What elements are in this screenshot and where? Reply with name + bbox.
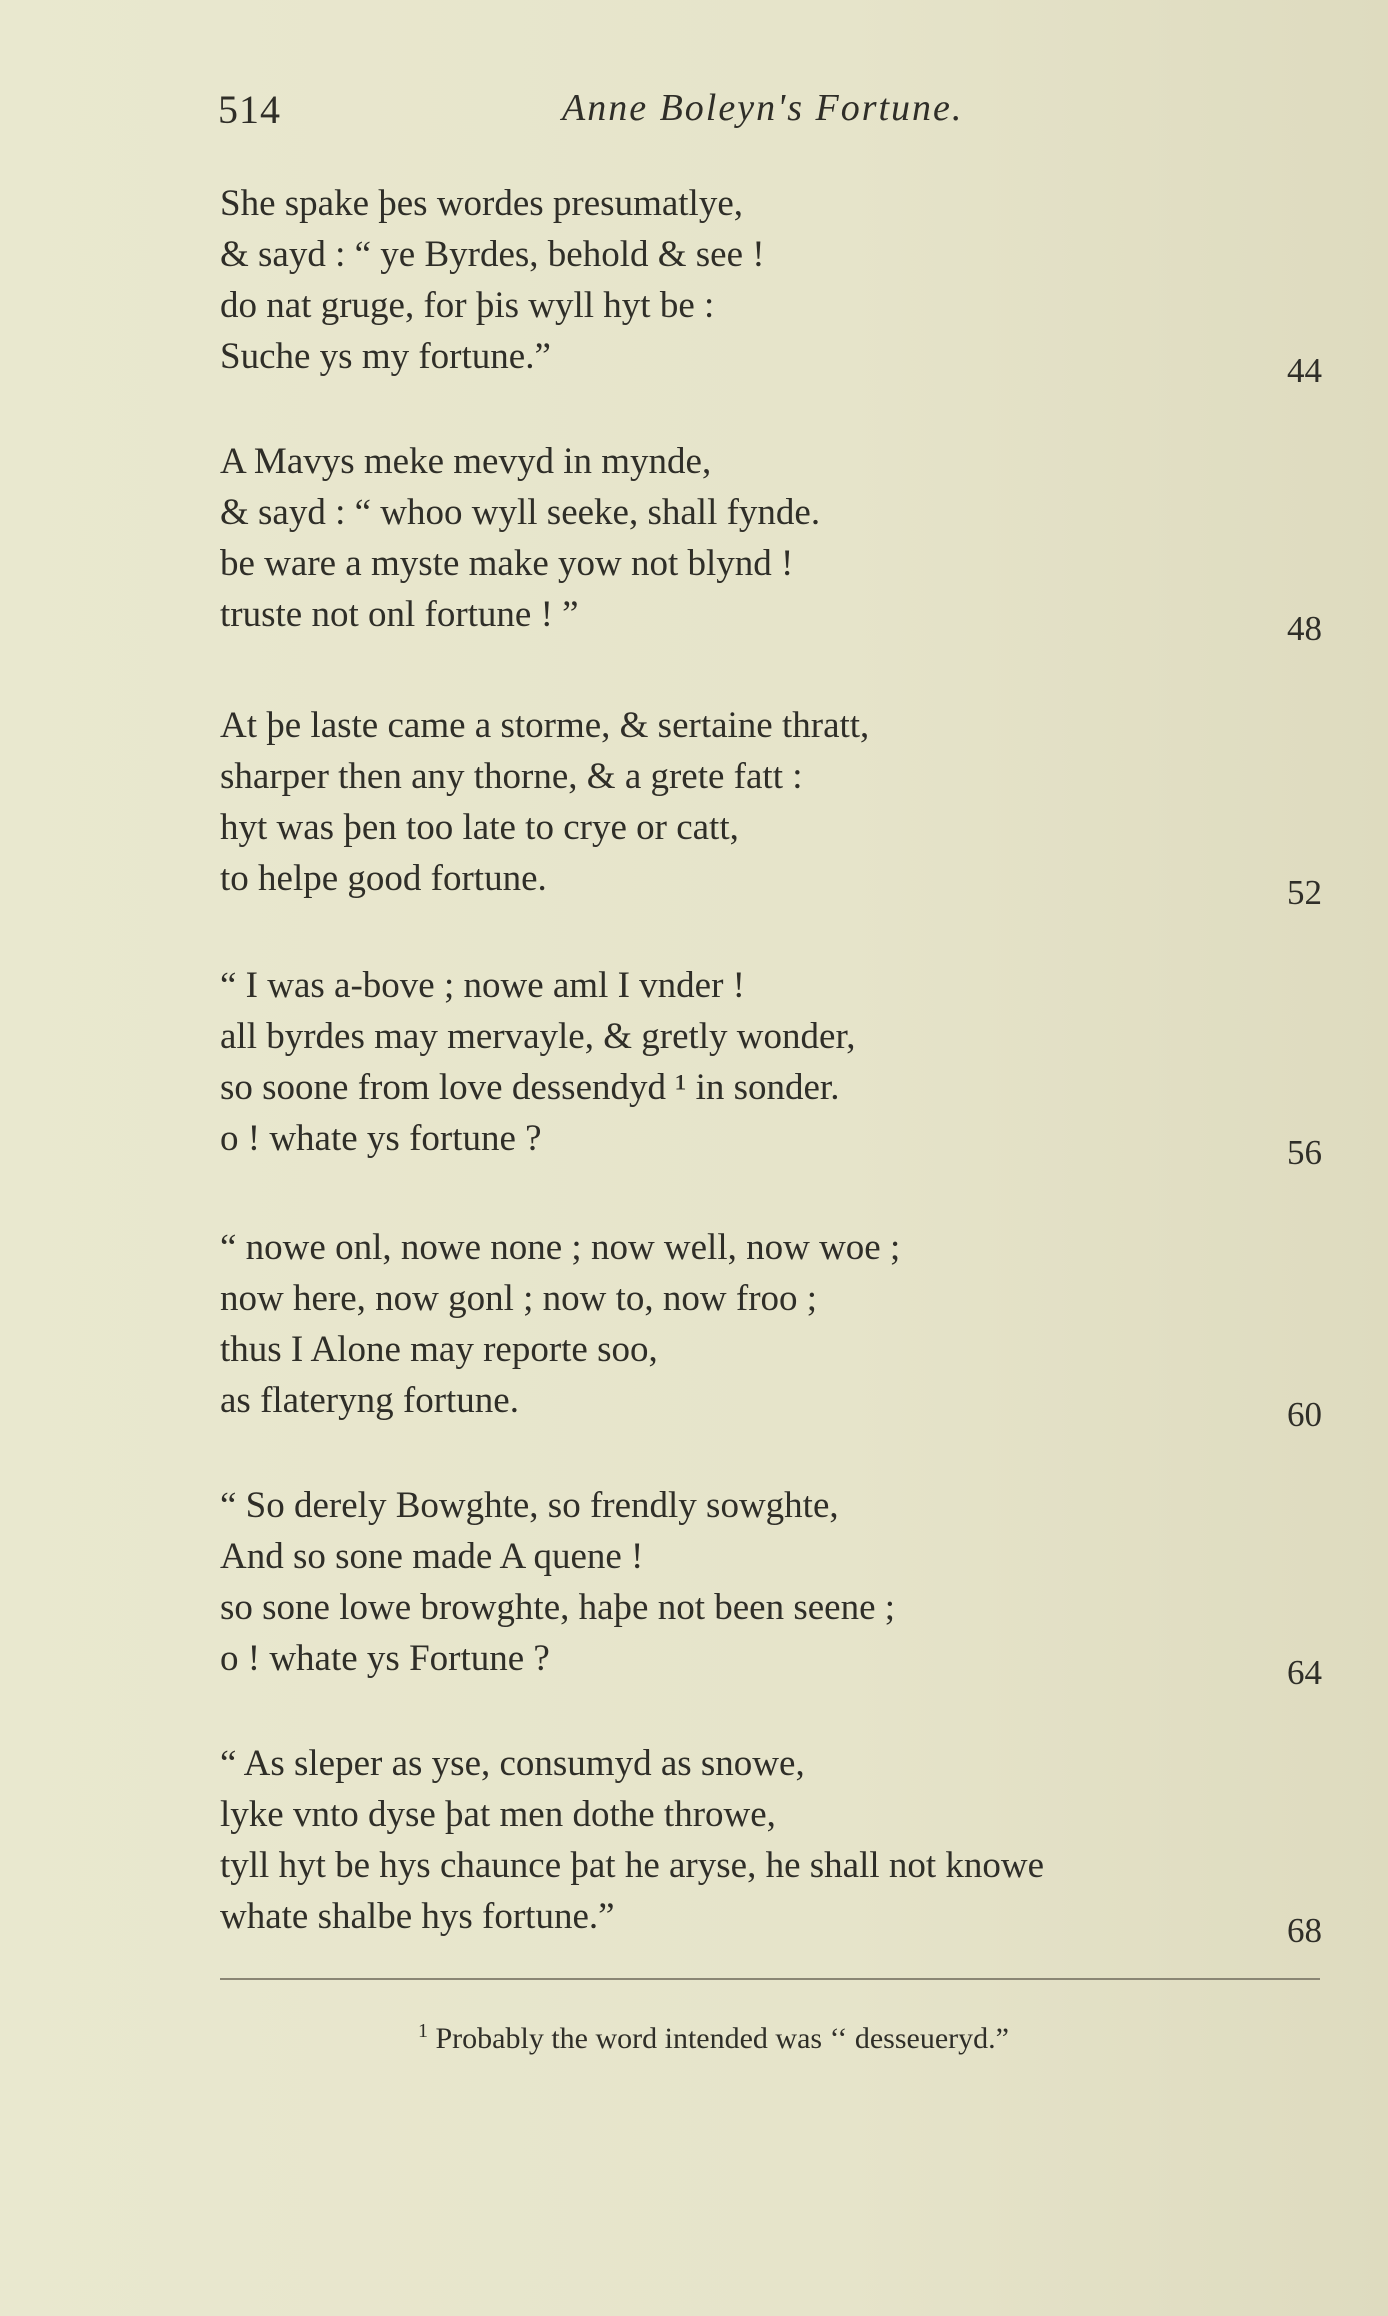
verse-line: “ nowe onl, nowe none ; now well, now woe ;: [220, 1227, 901, 1268]
verse-line: & sayd : “ whoo wyll seeke, shall fynde.: [220, 492, 821, 533]
line-number: 56: [1287, 1133, 1322, 1172]
footnote-text: Probably the word intended was ‘‘ desseueryd.”: [435, 2022, 1009, 2055]
verse-line: [220, 589, 1322, 648]
line-number: 48: [1287, 609, 1322, 648]
verse-line: And so sone made A quene !: [220, 1536, 644, 1577]
verse-text: o ! whate ys fortune ?: [220, 1118, 542, 1159]
verse-line: & sayd : “ ye Byrdes, behold & see !: [220, 234, 765, 275]
page-number: 514: [218, 87, 281, 132]
verse-line: [220, 853, 1322, 912]
running-title: Anne Boleyn's Fortune.: [562, 87, 964, 129]
stanza-1: [220, 178, 1322, 390]
stanza-3: [220, 700, 1322, 912]
footnote: [418, 2020, 1009, 2056]
line-number: 60: [1287, 1395, 1322, 1434]
verse-line: [220, 331, 1322, 390]
verse-line: so sone lowe browghte, haþe not been seene ;: [220, 1587, 896, 1628]
verse-line: lyke vnto dyse þat men dothe throwe,: [220, 1794, 776, 1835]
line-number: 64: [1287, 1653, 1322, 1692]
verse-line: all byrdes may mervayle, & gretly wonder,: [220, 1016, 856, 1057]
stanza-5: [220, 1222, 1322, 1434]
verse-line: “ So derely Bowghte, so frendly sowghte,: [220, 1485, 839, 1526]
verse-line: tyll hyt be hys chaunce þat he aryse, he shall not knowe: [220, 1845, 1045, 1886]
footnote-marker: 1: [418, 2020, 428, 2042]
verse-line: “ As sleper as yse, consumyd as snowe,: [220, 1743, 805, 1784]
verse-text: whate shalbe hys fortune.”: [220, 1896, 615, 1937]
verse-line: now here, now gonl ; now to, now froo ;: [220, 1278, 818, 1319]
verse-text: Suche ys my fortune.”: [220, 336, 551, 377]
verse-line: She spake þes wordes presumatlye,: [220, 183, 744, 224]
verse-line: [220, 1891, 1322, 1950]
verse-line: At þe laste came a storme, & sertaine thratt,: [220, 705, 870, 746]
verse-line: “ I was a-bove ; nowe aml I vnder !: [220, 965, 745, 1006]
line-number: 44: [1287, 351, 1322, 390]
line-number: 68: [1287, 1911, 1322, 1950]
verse-line: thus I Alone may reporte soo,: [220, 1329, 658, 1370]
stanza-2: [220, 436, 1322, 648]
verse-line: so soone from love dessendyd ¹ in sonder.: [220, 1067, 840, 1108]
stanza-6: [220, 1480, 1322, 1692]
verse-line: A Mavys meke mevyd in mynde,: [220, 441, 712, 482]
verse-line: [220, 1375, 1322, 1434]
line-number: 52: [1287, 873, 1322, 912]
verse-text: to helpe good fortune.: [220, 858, 547, 899]
verse-text: truste not onl fortune ! ”: [220, 594, 579, 635]
verse-line: be ware a myste make yow not blynd !: [220, 543, 794, 584]
verse-line: do nat gruge, for þis wyll hyt be :: [220, 285, 715, 326]
verse-text: as flateryng fortune.: [220, 1380, 519, 1421]
verse-line: [220, 1633, 1322, 1692]
footnote-divider: [220, 1978, 1320, 1980]
page-header: [218, 86, 1318, 146]
stanza-4: [220, 960, 1322, 1172]
verse-line: sharper then any thorne, & a grete fatt :: [220, 756, 803, 797]
verse-text: o ! whate ys Fortune ?: [220, 1638, 550, 1679]
stanza-7: [220, 1738, 1322, 1950]
verse-line: [220, 1113, 1322, 1172]
verse-line: hyt was þen too late to crye or catt,: [220, 807, 739, 848]
